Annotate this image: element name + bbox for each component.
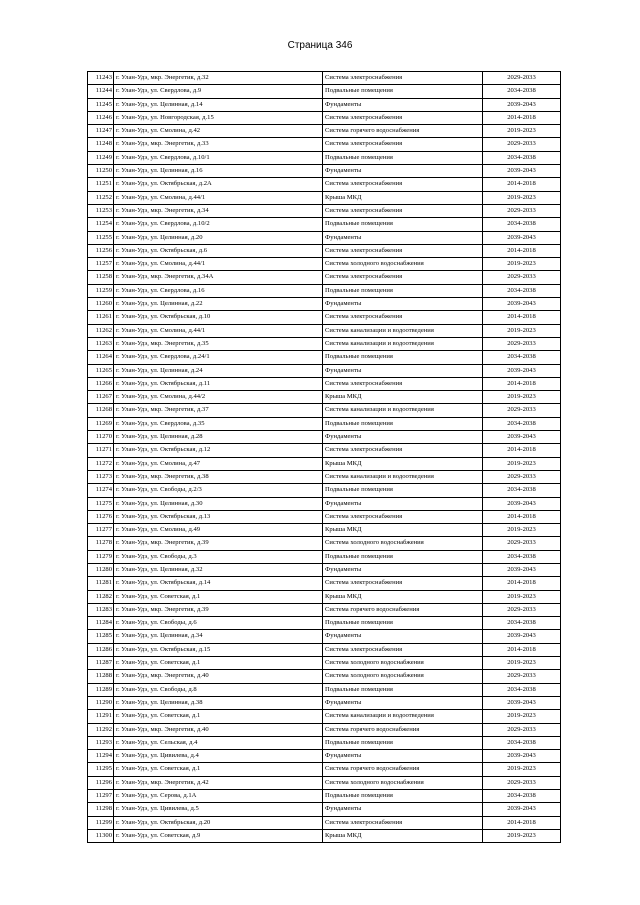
address-cell: г. Улан-Удэ, ул. Советская, д.1 <box>114 710 323 723</box>
work-type-cell: Подвальные помещения <box>323 683 483 696</box>
address-cell: г. Улан-Удэ, ул. Свободы, д.3 <box>114 550 323 563</box>
row-number: 11274 <box>88 484 114 497</box>
row-number: 11279 <box>88 550 114 563</box>
work-type-cell: Подвальные помещения <box>323 790 483 803</box>
row-number: 11260 <box>88 298 114 311</box>
period-cell: 2014-2018 <box>483 377 561 390</box>
period-cell: 2039-2043 <box>483 165 561 178</box>
period-cell: 2014-2018 <box>483 816 561 829</box>
address-cell: г. Улан-Удэ, ул. Смолина, д.47 <box>114 457 323 470</box>
work-type-cell: Система электроснабжения <box>323 111 483 124</box>
table-row <box>88 204 561 217</box>
row-number: 11256 <box>88 244 114 257</box>
period-cell: 2019-2023 <box>483 191 561 204</box>
table-row <box>88 537 561 550</box>
table-row <box>88 790 561 803</box>
address-cell: г. Улан-Удэ, ул. Октябрьская, д.10 <box>114 311 323 324</box>
address-cell: г. Улан-Удэ, ул. Октябрьская, д.13 <box>114 510 323 523</box>
table-row <box>88 298 561 311</box>
period-cell: 2029-2033 <box>483 404 561 417</box>
period-cell: 2029-2033 <box>483 537 561 550</box>
row-number: 11283 <box>88 603 114 616</box>
table-row <box>88 165 561 178</box>
table-row <box>88 630 561 643</box>
row-number: 11275 <box>88 497 114 510</box>
work-type-cell: Система холодного водоснабжения <box>323 776 483 789</box>
address-cell: г. Улан-Удэ, ул. Целинная, д.38 <box>114 696 323 709</box>
row-number: 11267 <box>88 391 114 404</box>
period-cell: 2014-2018 <box>483 510 561 523</box>
work-type-cell: Система электроснабжения <box>323 643 483 656</box>
address-cell: г. Улан-Удэ, ул. Октябрьская, д.12 <box>114 444 323 457</box>
work-type-cell: Система горячего водоснабжения <box>323 763 483 776</box>
row-number: 11243 <box>88 72 114 85</box>
period-cell: 2029-2033 <box>483 271 561 284</box>
table-row <box>88 497 561 510</box>
table-row <box>88 258 561 271</box>
table-row <box>88 151 561 164</box>
address-cell: г. Улан-Удэ, мкр. Энергетик, д.38 <box>114 470 323 483</box>
period-cell: 2029-2033 <box>483 72 561 85</box>
row-number: 11245 <box>88 98 114 111</box>
period-cell: 2019-2023 <box>483 258 561 271</box>
row-number: 11290 <box>88 696 114 709</box>
work-type-cell: Крыша МКД <box>323 191 483 204</box>
table-row <box>88 657 561 670</box>
work-type-cell: Фундаменты <box>323 803 483 816</box>
period-cell: 2019-2023 <box>483 125 561 138</box>
period-cell: 2034-2038 <box>483 736 561 749</box>
row-number: 11271 <box>88 444 114 457</box>
table-body <box>88 72 561 843</box>
row-number: 11252 <box>88 191 114 204</box>
row-number: 11261 <box>88 311 114 324</box>
row-number: 11265 <box>88 364 114 377</box>
address-cell: г. Улан-Удэ, ул. Целинная, д.24 <box>114 364 323 377</box>
work-type-cell: Система холодного водоснабжения <box>323 670 483 683</box>
row-number: 11253 <box>88 204 114 217</box>
address-cell: г. Улан-Удэ, мкр. Энергетик, д.34А <box>114 271 323 284</box>
row-number: 11251 <box>88 178 114 191</box>
row-number: 11270 <box>88 431 114 444</box>
work-type-cell: Крыша МКД <box>323 590 483 603</box>
address-cell: г. Улан-Удэ, ул. Серова, д.1А <box>114 790 323 803</box>
work-type-cell: Система канализации и водоотведения <box>323 404 483 417</box>
work-type-cell: Подвальные помещения <box>323 151 483 164</box>
period-cell: 2034-2038 <box>483 790 561 803</box>
period-cell: 2029-2033 <box>483 204 561 217</box>
period-cell: 2014-2018 <box>483 111 561 124</box>
work-type-cell: Система электроснабжения <box>323 311 483 324</box>
work-type-cell: Фундаменты <box>323 364 483 377</box>
table-row <box>88 125 561 138</box>
table-row <box>88 72 561 85</box>
address-cell: г. Улан-Удэ, мкр. Энергетик, д.39 <box>114 603 323 616</box>
period-cell: 2019-2023 <box>483 457 561 470</box>
period-cell: 2039-2043 <box>483 563 561 576</box>
period-cell: 2029-2033 <box>483 337 561 350</box>
work-type-cell: Фундаменты <box>323 98 483 111</box>
table-row <box>88 404 561 417</box>
work-type-cell: Система электроснабжения <box>323 271 483 284</box>
address-cell: г. Улан-Удэ, ул. Свободы, д.8 <box>114 683 323 696</box>
table-row <box>88 590 561 603</box>
row-number: 11293 <box>88 736 114 749</box>
period-cell: 2014-2018 <box>483 311 561 324</box>
table-row <box>88 603 561 616</box>
work-type-cell: Подвальные помещения <box>323 484 483 497</box>
period-cell: 2019-2023 <box>483 524 561 537</box>
row-number: 11278 <box>88 537 114 550</box>
period-cell: 2014-2018 <box>483 643 561 656</box>
period-cell: 2039-2043 <box>483 298 561 311</box>
row-number: 11281 <box>88 577 114 590</box>
row-number: 11264 <box>88 351 114 364</box>
period-cell: 2019-2023 <box>483 829 561 842</box>
period-cell: 2034-2038 <box>483 151 561 164</box>
address-cell: г. Улан-Удэ, ул. Октябрьская, д.2А <box>114 178 323 191</box>
address-cell: г. Улан-Удэ, ул. Свободы, д.2/3 <box>114 484 323 497</box>
table-row <box>88 524 561 537</box>
address-cell: г. Улан-Удэ, ул. Смолина, д.44/1 <box>114 191 323 204</box>
work-type-cell: Подвальные помещения <box>323 218 483 231</box>
address-cell: г. Улан-Удэ, мкр. Энергетик, д.34 <box>114 204 323 217</box>
period-cell: 2019-2023 <box>483 391 561 404</box>
row-number: 11291 <box>88 710 114 723</box>
row-number: 11247 <box>88 125 114 138</box>
address-cell: г. Улан-Удэ, ул. Октябрьская, д.15 <box>114 643 323 656</box>
period-cell: 2034-2038 <box>483 351 561 364</box>
row-number: 11248 <box>88 138 114 151</box>
table-row <box>88 284 561 297</box>
work-type-cell: Система канализации и водоотведения <box>323 324 483 337</box>
period-cell: 2039-2043 <box>483 630 561 643</box>
work-type-cell: Система электроснабжения <box>323 138 483 151</box>
address-cell: г. Улан-Удэ, мкр. Энергетик, д.35 <box>114 337 323 350</box>
row-number: 11286 <box>88 643 114 656</box>
row-number: 11263 <box>88 337 114 350</box>
address-cell: г. Улан-Удэ, ул. Свердлова, д.9 <box>114 85 323 98</box>
work-type-cell: Система горячего водоснабжения <box>323 125 483 138</box>
work-type-cell: Система электроснабжения <box>323 244 483 257</box>
row-number: 11299 <box>88 816 114 829</box>
table-row <box>88 484 561 497</box>
address-cell: г. Улан-Удэ, ул. Целинная, д.32 <box>114 563 323 576</box>
row-number: 11254 <box>88 218 114 231</box>
row-number: 11269 <box>88 417 114 430</box>
table-row <box>88 803 561 816</box>
work-type-cell: Фундаменты <box>323 231 483 244</box>
row-number: 11294 <box>88 750 114 763</box>
row-number: 11289 <box>88 683 114 696</box>
row-number: 11300 <box>88 829 114 842</box>
period-cell: 2019-2023 <box>483 657 561 670</box>
table-row <box>88 244 561 257</box>
work-type-cell: Крыша МКД <box>323 524 483 537</box>
address-cell: г. Улан-Удэ, ул. Сельская, д.4 <box>114 736 323 749</box>
table-row <box>88 683 561 696</box>
period-cell: 2029-2033 <box>483 138 561 151</box>
address-cell: г. Улан-Удэ, ул. Свердлова, д.24/1 <box>114 351 323 364</box>
table-row <box>88 231 561 244</box>
address-cell: г. Улан-Удэ, ул. Октябрьская, д.11 <box>114 377 323 390</box>
period-cell: 2029-2033 <box>483 723 561 736</box>
address-cell: г. Улан-Удэ, ул. Смолина, д.44/1 <box>114 258 323 271</box>
period-cell: 2014-2018 <box>483 444 561 457</box>
table-row <box>88 417 561 430</box>
work-type-cell: Система холодного водоснабжения <box>323 657 483 670</box>
row-number: 11298 <box>88 803 114 816</box>
address-cell: г. Улан-Удэ, мкр. Энергетик, д.32 <box>114 72 323 85</box>
table-row <box>88 218 561 231</box>
address-cell: г. Улан-Удэ, ул. Октябрьская, д.14 <box>114 577 323 590</box>
row-number: 11284 <box>88 617 114 630</box>
period-cell: 2029-2033 <box>483 670 561 683</box>
period-cell: 2034-2038 <box>483 683 561 696</box>
row-number: 11249 <box>88 151 114 164</box>
address-cell: г. Улан-Удэ, ул. Октябрьская, д.20 <box>114 816 323 829</box>
table-row <box>88 816 561 829</box>
row-number: 11285 <box>88 630 114 643</box>
period-cell: 2029-2033 <box>483 470 561 483</box>
address-cell: г. Улан-Удэ, ул. Советская, д.1 <box>114 657 323 670</box>
table-row <box>88 710 561 723</box>
address-cell: г. Улан-Удэ, ул. Целинная, д.14 <box>114 98 323 111</box>
work-type-cell: Система канализации и водоотведения <box>323 337 483 350</box>
work-type-cell: Подвальные помещения <box>323 417 483 430</box>
address-cell: г. Улан-Удэ, ул. Цивилева, д.4 <box>114 750 323 763</box>
row-number: 11258 <box>88 271 114 284</box>
period-cell: 2019-2023 <box>483 590 561 603</box>
table-row <box>88 829 561 842</box>
work-type-cell: Система горячего водоснабжения <box>323 723 483 736</box>
table-row <box>88 351 561 364</box>
table-row <box>88 178 561 191</box>
work-type-cell: Система горячего водоснабжения <box>323 603 483 616</box>
table-row <box>88 364 561 377</box>
period-cell: 2014-2018 <box>483 577 561 590</box>
row-number: 11272 <box>88 457 114 470</box>
address-cell: г. Улан-Удэ, мкр. Энергетик, д.40 <box>114 723 323 736</box>
address-cell: г. Улан-Удэ, ул. Октябрьская, д.6 <box>114 244 323 257</box>
period-cell: 2019-2023 <box>483 324 561 337</box>
work-type-cell: Фундаменты <box>323 630 483 643</box>
work-type-cell: Подвальные помещения <box>323 550 483 563</box>
row-number: 11273 <box>88 470 114 483</box>
address-cell: г. Улан-Удэ, ул. Свердлова, д.10/1 <box>114 151 323 164</box>
table-row <box>88 337 561 350</box>
row-number: 11250 <box>88 165 114 178</box>
address-cell: г. Улан-Удэ, мкр. Энергетик, д.37 <box>114 404 323 417</box>
table-row <box>88 391 561 404</box>
period-cell: 2019-2023 <box>483 710 561 723</box>
period-cell: 2039-2043 <box>483 431 561 444</box>
table-row <box>88 431 561 444</box>
address-cell: г. Улан-Удэ, ул. Целинная, д.34 <box>114 630 323 643</box>
work-type-cell: Фундаменты <box>323 431 483 444</box>
table-row <box>88 444 561 457</box>
address-cell: г. Улан-Удэ, ул. Целинная, д.16 <box>114 165 323 178</box>
period-cell: 2034-2038 <box>483 550 561 563</box>
table-row <box>88 457 561 470</box>
work-type-cell: Система электроснабжения <box>323 577 483 590</box>
period-cell: 2014-2018 <box>483 178 561 191</box>
work-type-cell: Крыша МКД <box>323 829 483 842</box>
row-number: 11292 <box>88 723 114 736</box>
period-cell: 2034-2038 <box>483 417 561 430</box>
address-cell: г. Улан-Удэ, ул. Смолина, д.44/1 <box>114 324 323 337</box>
row-number: 11297 <box>88 790 114 803</box>
table-row <box>88 563 561 576</box>
address-cell: г. Улан-Удэ, ул. Целинная, д.30 <box>114 497 323 510</box>
row-number: 11280 <box>88 563 114 576</box>
work-type-cell: Подвальные помещения <box>323 351 483 364</box>
work-type-cell: Система электроснабжения <box>323 444 483 457</box>
row-number: 11268 <box>88 404 114 417</box>
period-cell: 2039-2043 <box>483 803 561 816</box>
address-cell: г. Улан-Удэ, ул. Советская, д.1 <box>114 590 323 603</box>
address-cell: г. Улан-Удэ, ул. Смолина, д.49 <box>114 524 323 537</box>
row-number: 11296 <box>88 776 114 789</box>
address-cell: г. Улан-Удэ, мкр. Энергетик, д.42 <box>114 776 323 789</box>
work-type-cell: Подвальные помещения <box>323 736 483 749</box>
address-cell: г. Улан-Удэ, ул. Целинная, д.20 <box>114 231 323 244</box>
work-type-cell: Система электроснабжения <box>323 377 483 390</box>
address-cell: г. Улан-Удэ, мкр. Энергетик, д.33 <box>114 138 323 151</box>
table-row <box>88 670 561 683</box>
table-row <box>88 138 561 151</box>
period-cell: 2029-2033 <box>483 776 561 789</box>
table-row <box>88 510 561 523</box>
period-cell: 2039-2043 <box>483 750 561 763</box>
table-row <box>88 750 561 763</box>
work-type-cell: Фундаменты <box>323 298 483 311</box>
address-cell: г. Улан-Удэ, ул. Свердлова, д.10/2 <box>114 218 323 231</box>
row-number: 11257 <box>88 258 114 271</box>
period-cell: 2039-2043 <box>483 364 561 377</box>
period-cell: 2014-2018 <box>483 244 561 257</box>
work-type-cell: Фундаменты <box>323 563 483 576</box>
row-number: 11277 <box>88 524 114 537</box>
repair-schedule-table <box>87 71 561 843</box>
work-type-cell: Фундаменты <box>323 696 483 709</box>
row-number: 11288 <box>88 670 114 683</box>
period-cell: 2034-2038 <box>483 484 561 497</box>
work-type-cell: Подвальные помещения <box>323 284 483 297</box>
row-number: 11266 <box>88 377 114 390</box>
work-type-cell: Система холодного водоснабжения <box>323 537 483 550</box>
work-type-cell: Система электроснабжения <box>323 178 483 191</box>
table-row <box>88 550 561 563</box>
period-cell: 2039-2043 <box>483 231 561 244</box>
address-cell: г. Улан-Удэ, мкр. Энергетик, д.39 <box>114 537 323 550</box>
work-type-cell: Система электроснабжения <box>323 510 483 523</box>
row-number: 11287 <box>88 657 114 670</box>
work-type-cell: Система холодного водоснабжения <box>323 258 483 271</box>
address-cell: г. Улан-Удэ, ул. Новгородская, д.15 <box>114 111 323 124</box>
table-row <box>88 736 561 749</box>
address-cell: г. Улан-Удэ, мкр. Энергетик, д.40 <box>114 670 323 683</box>
row-number: 11255 <box>88 231 114 244</box>
period-cell: 2034-2038 <box>483 85 561 98</box>
row-number: 11259 <box>88 284 114 297</box>
address-cell: г. Улан-Удэ, ул. Цивилева, д.5 <box>114 803 323 816</box>
row-number: 11246 <box>88 111 114 124</box>
period-cell: 2034-2038 <box>483 617 561 630</box>
table-row <box>88 311 561 324</box>
work-type-cell: Фундаменты <box>323 750 483 763</box>
table-row <box>88 324 561 337</box>
period-cell: 2034-2038 <box>483 218 561 231</box>
table-row <box>88 723 561 736</box>
table-row <box>88 85 561 98</box>
table-row <box>88 763 561 776</box>
work-type-cell: Подвальные помещения <box>323 85 483 98</box>
page-title: Страница 346 <box>287 40 353 51</box>
period-cell: 2039-2043 <box>483 497 561 510</box>
address-cell: г. Улан-Удэ, ул. Свердлова, д.35 <box>114 417 323 430</box>
row-number: 11244 <box>88 85 114 98</box>
table-row <box>88 696 561 709</box>
row-number: 11262 <box>88 324 114 337</box>
work-type-cell: Фундаменты <box>323 165 483 178</box>
address-cell: г. Улан-Удэ, ул. Целинная, д.22 <box>114 298 323 311</box>
table-row <box>88 617 561 630</box>
period-cell: 2039-2043 <box>483 696 561 709</box>
table-row <box>88 98 561 111</box>
table-row <box>88 191 561 204</box>
period-cell: 2034-2038 <box>483 284 561 297</box>
address-cell: г. Улан-Удэ, ул. Свердлова, д.16 <box>114 284 323 297</box>
period-cell: 2029-2033 <box>483 603 561 616</box>
work-type-cell: Система электроснабжения <box>323 72 483 85</box>
work-type-cell: Система электроснабжения <box>323 816 483 829</box>
address-cell: г. Улан-Удэ, ул. Свободы, д.6 <box>114 617 323 630</box>
work-type-cell: Крыша МКД <box>323 457 483 470</box>
table-row <box>88 776 561 789</box>
table-row <box>88 470 561 483</box>
table-row <box>88 111 561 124</box>
row-number: 11282 <box>88 590 114 603</box>
work-type-cell: Подвальные помещения <box>323 617 483 630</box>
address-cell: г. Улан-Удэ, ул. Советская, д.9 <box>114 829 323 842</box>
work-type-cell: Система канализации и водоотведения <box>323 710 483 723</box>
address-cell: г. Улан-Удэ, ул. Советская, д.1 <box>114 763 323 776</box>
table-row <box>88 377 561 390</box>
period-cell: 2039-2043 <box>483 98 561 111</box>
address-cell: г. Улан-Удэ, ул. Целинная, д.28 <box>114 431 323 444</box>
work-type-cell: Система канализации и водоотведения <box>323 470 483 483</box>
work-type-cell: Система электроснабжения <box>323 204 483 217</box>
address-cell: г. Улан-Удэ, ул. Смолина, д.44/2 <box>114 391 323 404</box>
period-cell: 2019-2023 <box>483 763 561 776</box>
address-cell: г. Улан-Удэ, ул. Смолина, д.42 <box>114 125 323 138</box>
table-row <box>88 643 561 656</box>
row-number: 11276 <box>88 510 114 523</box>
work-type-cell: Фундаменты <box>323 497 483 510</box>
table-row <box>88 271 561 284</box>
table-row <box>88 577 561 590</box>
row-number: 11295 <box>88 763 114 776</box>
work-type-cell: Крыша МКД <box>323 391 483 404</box>
